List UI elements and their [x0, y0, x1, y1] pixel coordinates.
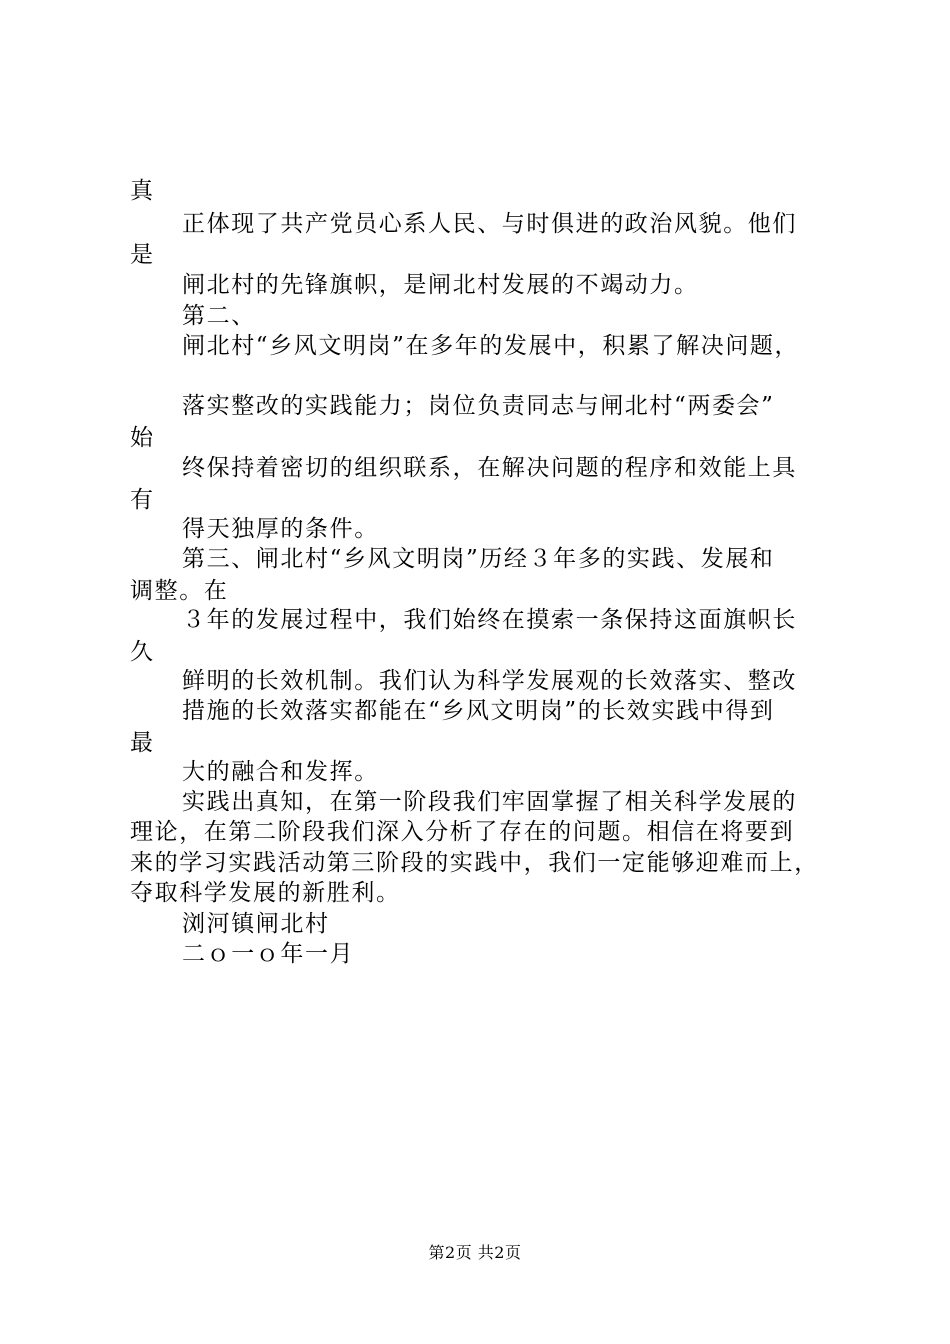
text-line: 实践出真知，在第一阶段我们牢固掌握了相关科学发展的: [182, 789, 797, 815]
text-line: 得天独厚的条件。: [182, 516, 379, 542]
text-line: 第三、闸北村“乡风文明岗”历经３年多的实践、发展和: [182, 546, 775, 572]
signature-date: 二ｏ一ｏ年一月: [182, 941, 355, 967]
text-line: 始: [130, 425, 155, 451]
text-line: 措施的长效落实都能在“乡风文明岗”的长效实践中得到: [182, 698, 775, 724]
text-line: 来的学习实践活动第三阶段的实践中，我们一定能够迎难而上，: [130, 850, 819, 876]
text-line: 落实整改的实践能力；岗位负责同志与闸北村“两委会”: [182, 393, 775, 419]
text-line: 久: [130, 639, 155, 665]
text-line: 真: [130, 178, 155, 204]
text-line: 调整。在: [130, 578, 229, 604]
text-line: 闸北村“乡风文明岗”在多年的发展中，积累了解决问题，: [182, 333, 800, 359]
text-line: 第二、: [182, 303, 256, 329]
text-line: 鲜明的长效机制。我们认为科学发展观的长效落实、整改: [182, 668, 797, 694]
text-line: 夺取科学发展的新胜利。: [130, 880, 401, 906]
text-line: 最: [130, 730, 155, 756]
text-line: 闸北村的先锋旗帜，是闸北村发展的不竭动力。: [182, 272, 699, 298]
text-line: 终保持着密切的组织联系，在解决问题的程序和效能上具: [182, 455, 797, 481]
text-line: 理论，在第二阶段我们深入分析了存在的问题。相信在将要到: [130, 819, 795, 845]
text-line: 是: [130, 242, 155, 268]
text-line: 大的融合和发挥。: [182, 759, 379, 785]
signature-organization: 浏河镇闸北村: [182, 911, 330, 937]
text-line: 有: [130, 487, 155, 513]
text-line: 正体现了共产党员心系人民、与时俱进的政治风貌。他们: [182, 211, 797, 237]
text-line: ３年的发展过程中，我们始终在摸索一条保持这面旗帜长: [182, 607, 797, 633]
page-number-footer: 第2页 共2页: [428, 1243, 522, 1262]
